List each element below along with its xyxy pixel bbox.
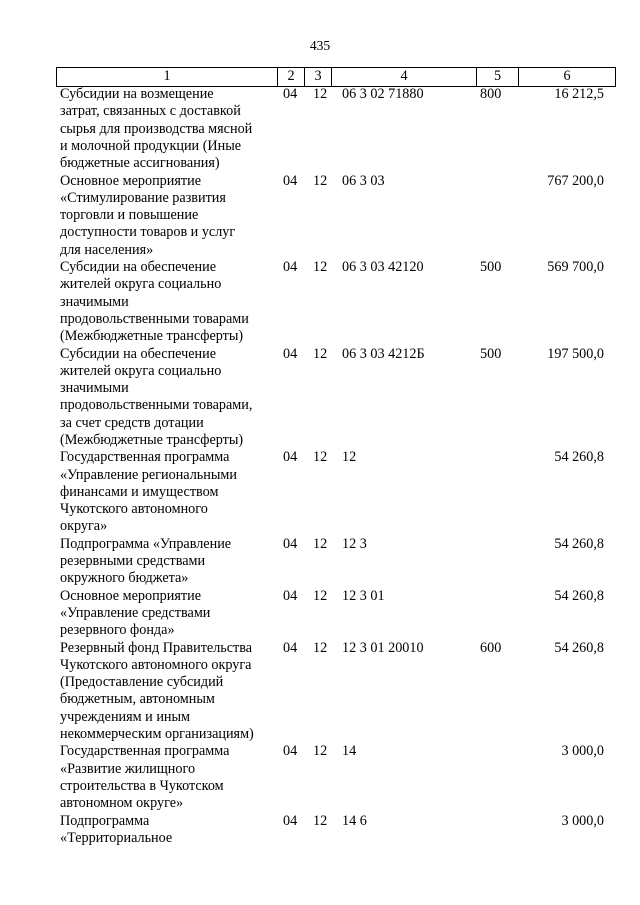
row-expense-type: 500: [480, 259, 502, 275]
row-target-code: 06 3 03 4212Б: [342, 345, 425, 362]
header-col-5: 5: [477, 68, 519, 86]
header-col-4: 4: [332, 68, 477, 86]
row-subsection: 12: [313, 812, 328, 829]
row-name: Государственная программа «Управление региональными финансами и имуществом Чукотского автономного округа»: [60, 449, 237, 535]
row-amount: 54 260,8: [554, 639, 604, 656]
row-subsection: 12: [313, 535, 328, 552]
row-section: 04: [283, 86, 298, 102]
row-name: Основное мероприятие «Управление средствами резервного фонда»: [60, 587, 211, 639]
row-expense-type: 800: [480, 86, 502, 102]
row-section: 04: [283, 587, 298, 604]
header-col-1: 1: [57, 68, 278, 86]
row-subsection: 12: [313, 587, 328, 604]
row-section: 04: [283, 345, 298, 362]
row-amount: 3 000,0: [561, 812, 604, 829]
page-number: 435: [309, 38, 331, 53]
row-target-code: 12 3 01 20010: [342, 639, 424, 656]
row-name: Подпрограмма «Управление резервными средствами окружного бюджета»: [60, 535, 232, 587]
row-amount: 3 000,0: [561, 743, 604, 760]
row-section: 04: [283, 743, 298, 760]
header-col-3: 3: [305, 68, 332, 86]
row-amount: 569 700,0: [547, 259, 604, 275]
row-amount: 54 260,8: [554, 449, 604, 466]
row-subsection: 12: [313, 345, 328, 362]
row-amount: 54 260,8: [554, 587, 604, 604]
row-name: Подпрограмма «Территориальное: [60, 812, 173, 846]
row-target-code: 06 3 02 71880: [342, 86, 424, 102]
row-subsection: 12: [313, 86, 328, 102]
row-target-code: 12: [342, 449, 357, 466]
header-col-2: 2: [278, 68, 305, 86]
row-section: 04: [283, 639, 298, 656]
row-name: Государственная программа «Развитие жилищного строительства в Чукотском автономном округе»: [60, 743, 230, 812]
row-subsection: 12: [313, 449, 328, 466]
row-section: 04: [283, 259, 298, 275]
row-section: 04: [283, 172, 298, 189]
row-target-code: 12 3: [342, 535, 367, 552]
row-amount: 197 500,0: [547, 345, 604, 362]
row-target-code: 14 6: [342, 812, 367, 829]
row-target-code: 06 3 03: [342, 172, 385, 189]
row-name: Субсидии на возмещение затрат, связанных с доставкой сырья для производства мясной и молочной продукции (Иные бюджетные ассигнования): [60, 86, 253, 172]
row-section: 04: [283, 535, 298, 552]
row-subsection: 12: [313, 172, 328, 189]
row-name: Основное мероприятие «Стимулирование развития торговли и повышение доступности товаров и услуг для населения»: [60, 172, 236, 258]
row-section: 04: [283, 812, 298, 829]
row-name: Субсидии на обеспечение жителей округа социально значимыми продовольственными товарами (Межбюджетные трансферты): [60, 259, 249, 345]
row-target-code: 12 3 01: [342, 587, 385, 604]
row-target-code: 06 3 03 42120: [342, 259, 424, 275]
row-section: 04: [283, 449, 298, 466]
row-expense-type: 500: [480, 345, 502, 362]
row-subsection: 12: [313, 639, 328, 656]
table-header: [56, 67, 616, 87]
row-name: Субсидии на обеспечение жителей округа социально значимыми продовольственными товарами, за счет средств дотации (Межбюджетные трансферты): [60, 345, 253, 448]
row-amount: 767 200,0: [547, 172, 604, 189]
row-subsection: 12: [313, 259, 328, 275]
row-target-code: 14: [342, 743, 357, 760]
row-subsection: 12: [313, 743, 328, 760]
row-name: Резервный фонд Правительства Чукотского автономного округа (Предоставление субсидий бюджетным, автономным учреждениям и иным некоммерческим организациям): [60, 639, 254, 743]
header-col-6: 6: [519, 68, 616, 86]
row-amount: 54 260,8: [554, 535, 604, 552]
row-expense-type: 600: [480, 639, 502, 656]
row-amount: 16 212,5: [554, 86, 604, 102]
